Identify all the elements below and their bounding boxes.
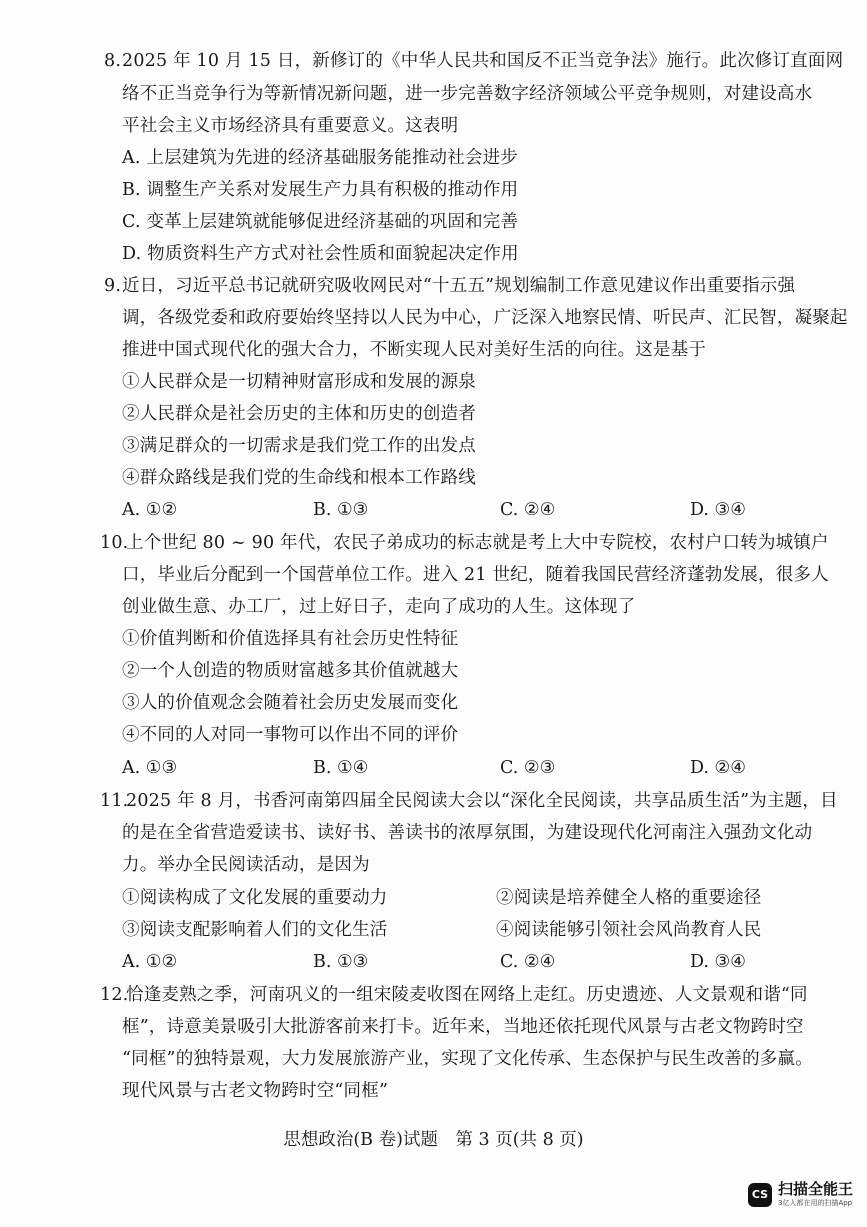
- option-d: D. ③④: [690, 952, 746, 972]
- question-stem-line: “同框”的独特景观，大力发展旅游产业，实现了文化传承、生态保护与民生改善的多赢。: [122, 1049, 813, 1069]
- statement-1: ①人民群众是一切精神财富形成和发展的源泉: [122, 372, 476, 392]
- option-d: D. ②④: [690, 758, 746, 778]
- question-number: 9.: [104, 276, 122, 296]
- question-stem-line: 口，毕业后分配到一个国营单位工作。进入 21 世纪，随着我国民营经济蓬勃发展，很多人: [122, 565, 829, 585]
- option-b: B. ①③: [313, 952, 369, 972]
- question-stem-line: 络不正当竞争行为等新情况新问题，进一步完善数字经济领域公平竞争规则，对建设高水: [122, 84, 813, 104]
- question-number: 11.: [100, 791, 129, 811]
- question-stem-line: 2025 年 8 月，书香河南第四届全民阅读大会以“深化全民阅读，共享品质生活”为主题，目: [126, 791, 838, 811]
- camscanner-logo-icon: CS: [748, 1183, 772, 1207]
- page-footer: 思想政治(B 卷)试题 第 3 页(共 8 页): [283, 1130, 584, 1150]
- scanner-watermark: [748, 1182, 853, 1207]
- statement-3: ③满足群众的一切需求是我们党工作的出发点: [122, 436, 476, 456]
- question-number: 12.: [100, 985, 129, 1005]
- option-c: C. ②③: [500, 758, 556, 778]
- option-c: C. ②④: [500, 500, 556, 520]
- question-stem-line: 推进中国式现代化的强大合力，不断实现人民对美好生活的向往。这是基于: [122, 340, 707, 360]
- statement-1: ①阅读构成了文化发展的重要动力: [122, 888, 388, 908]
- option-a: A. ①②: [122, 952, 178, 972]
- question-stem-line: 上个世纪 80 ~ 90 年代，农民子弟成功的标志就是考上大中专院校，农村户口转为城镇户: [126, 533, 829, 553]
- statement-4: ④不同的人对同一事物可以作出不同的评价: [122, 725, 459, 745]
- statement-2: ②人民群众是社会历史的主体和历史的创造者: [122, 404, 476, 424]
- question-stem-line: 恰逢麦熟之季，河南巩义的一组宋陵麦收图在网络上走红。历史遗迹、人文景观和谐“同: [126, 985, 808, 1005]
- question-number: 8.: [104, 51, 122, 71]
- option-b: B. ①③: [313, 500, 369, 520]
- statement-3: ③人的价值观念会随着社会历史发展而变化: [122, 693, 459, 713]
- choice-b: B. 调整生产关系对发展生产力具有积极的推动作用: [122, 180, 519, 200]
- question-stem-line: 调，各级党委和政府要始终坚持以人民为中心，广泛深入地察民情、听民声、汇民智，凝聚起: [122, 308, 848, 328]
- question-stem-line: 平社会主义市场经济具有重要意义。这表明: [122, 116, 459, 136]
- question-stem-line: 现代风景与古老文物跨时空“同框”: [122, 1081, 389, 1101]
- question-stem-line: 力。举办全民阅读活动，是因为: [122, 855, 370, 875]
- option-b: B. ①④: [313, 758, 369, 778]
- statement-4: ④阅读能够引领社会风尚教育人民: [496, 920, 762, 940]
- question-stem-line: 近日，习近平总书记就研究吸收网民对“十五五”规划编制工作意见建议作出重要指示强: [122, 276, 796, 296]
- option-d: D. ③④: [690, 500, 746, 520]
- question-stem-line: 2025 年 10 月 15 日，新修订的《中华人民共和国反不正当竞争法》施行。此次修订直面网: [122, 51, 844, 71]
- question-number: 10.: [100, 533, 129, 553]
- question-stem-line: 的是在全省营造爱读书、读好书、善读书的浓厚氛围，为建设现代化河南注入强劲文化动: [122, 823, 813, 843]
- choice-d: D. 物质资料生产方式对社会性质和面貌起决定作用: [122, 244, 519, 264]
- watermark-subtitle: 3亿人都在用的扫描App: [777, 1199, 853, 1207]
- statement-4: ④群众路线是我们党的生命线和根本工作路线: [122, 468, 476, 488]
- question-stem-line: 框”，诗意美景吸引大批游客前来打卡。近年来，当地还依托现代风景与古老文物跨时空: [122, 1017, 804, 1037]
- question-stem-line: 创业做生意、办工厂，过上好日子，走向了成功的人生。这体现了: [122, 597, 636, 617]
- option-a: A. ①③: [122, 758, 178, 778]
- choice-a: A. 上层建筑为先进的经济基础服务能推动社会进步: [122, 148, 519, 168]
- choice-c: C. 变革上层建筑就能够促进经济基础的巩固和完善: [122, 212, 519, 232]
- statement-2: ②阅读是培养健全人格的重要途径: [496, 888, 762, 908]
- statement-3: ③阅读支配影响着人们的文化生活: [122, 920, 388, 940]
- statement-1: ①价值判断和价值选择具有社会历史性特征: [122, 629, 459, 649]
- option-a: A. ①②: [122, 500, 178, 520]
- option-c: C. ②④: [500, 952, 556, 972]
- watermark-name: 扫描全能王: [777, 1180, 853, 1198]
- statement-2: ②一个人创造的物质财富越多其价值就越大: [122, 661, 459, 681]
